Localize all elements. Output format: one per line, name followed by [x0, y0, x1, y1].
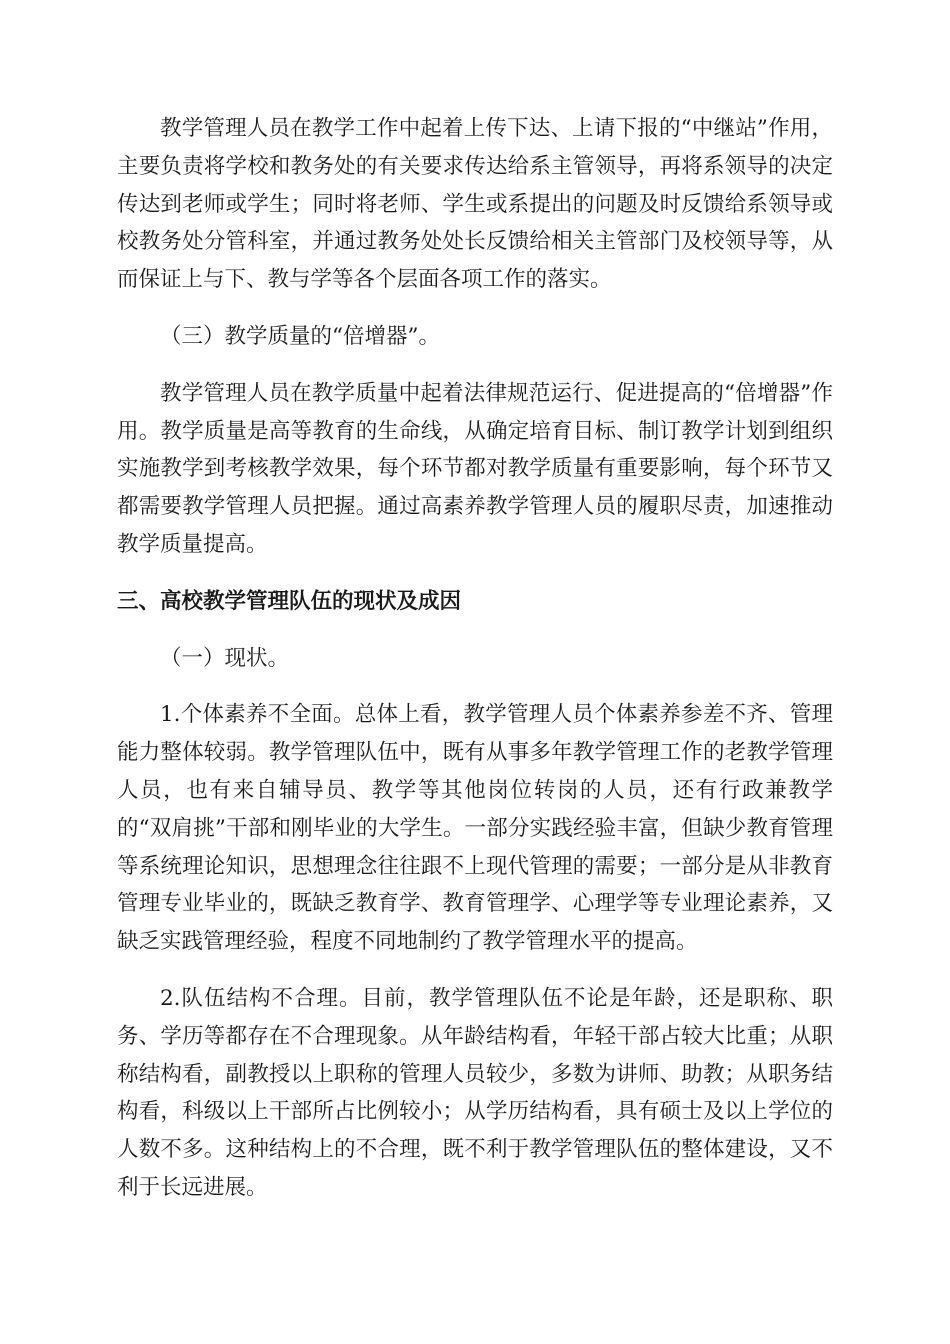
paragraph-individual-quality: 1.个体素养不全面。总体上看，教学管理人员个体素养参差不齐、管理能力整体较弱。教学管理队伍中，既有从事多年教学管理工作的老教学管理人员，也有来自辅导员、教学等其他岗位转岗的人员，还有行政兼教学的“双肩挑”干部和刚毕业的大学生。一部分实践经验丰富，但缺少教育管理等系统理论知识，思想理念往往跟不上现代管理的需要；一部分是从非教育管理专业毕业的，既缺乏教育学、教育管理学、心理学等专业理论素养，又缺乏实践管理经验，程度不同地制约了教学管理水平的提高。: [117, 702, 833, 955]
paragraph-relay-station: 教学管理人员在教学工作中起着上传下达、上请下报的“中继站”作用，主要负责将学校和教务处的有关要求传达给系主管领导，再将系领导的决定传达到老师或学生；同时将老师、学生或系提出的问题及时反馈给系领导或校教务处分管科室，并通过教务处处长反馈给相关主管部门及校领导等，从而保证上与下、教与学等各个层面各项工作的落实。: [117, 116, 833, 293]
paragraph-team-structure: 2.队伍结构不合理。目前，教学管理队伍不论是年龄，还是职称、职务、学历等都存在不合理现象。从年龄结构看，年轻干部占较大比重；从职称结构看，副教授以上职称的管理人员较少，多数为讲师、助教；从职务结构看，科级以上干部所占比例较小；从学历结构看，具有硕士及以上学位的人数不多。这种结构上的不合理，既不利于教学管理队伍的整体建设，又不利于长远进展。: [117, 985, 833, 1200]
paragraph-multiplier: 教学管理人员在教学质量中起着法律规范运行、促进提高的“倍增器”作用。教学质量是高等教育的生命线，从确定培育目标、制订教学计划到组织实施教学到考核教学效果，每个环节都对教学质量有重要影响，每个环节又都需要教学管理人员把握。通过高素养教学管理人员的履职尽责，加速推动教学质量提高。: [117, 380, 833, 557]
subheading-status: （一）现状。: [160, 645, 290, 671]
document-body: [117, 110, 833, 1226]
section-heading-status: 三、高校教学管理队伍的现状及成因: [117, 588, 462, 614]
subheading-multiplier: （三）教学质量的“倍增器”。: [160, 323, 440, 349]
